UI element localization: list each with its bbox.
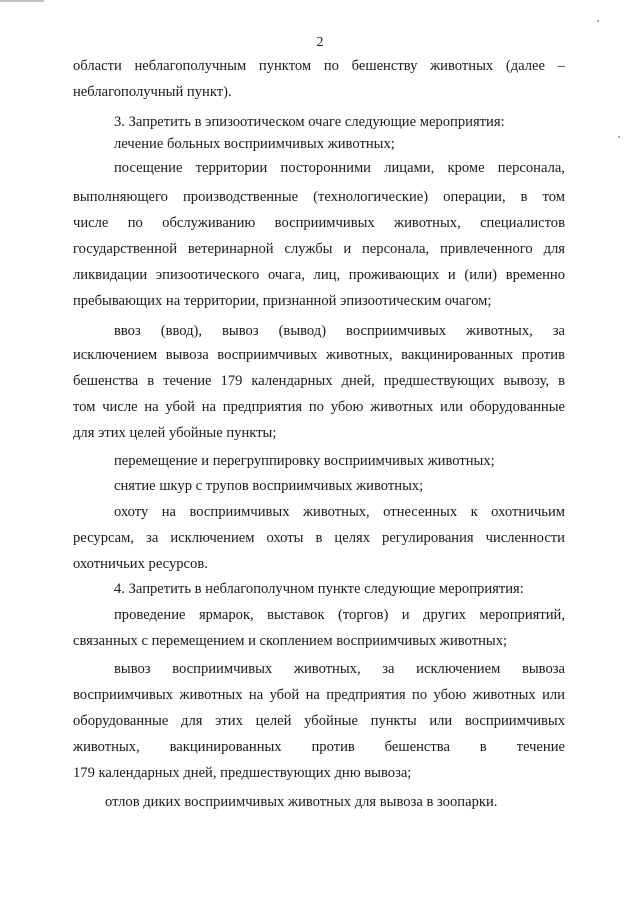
section-heading-4: 4. Запретить в неблагополучном пункте следующие мероприятия:: [114, 581, 524, 597]
text-line: отлов диких восприимчивых животных для вывоза в зоопарки.: [105, 794, 498, 810]
text-line: вывоз восприимчивых животных, за исключением вывоза: [114, 661, 565, 677]
text-line: том числе на убой на предприятия по убою животных или оборудованные: [73, 399, 565, 415]
text-line: пребывающих на территории, признанной эпизоотическим очагом;: [73, 293, 492, 309]
text-line: посещение территории посторонними лицами, кроме персонала,: [114, 160, 565, 176]
text-line: неблагополучный пункт).: [73, 84, 232, 100]
text-line: для этих целей убойные пункты;: [73, 425, 277, 441]
text-line: лечение больных восприимчивых животных;: [114, 136, 395, 152]
text-line: выполняющего производственные (технологические) операции, в том: [73, 189, 565, 205]
scan-speck: [597, 20, 599, 22]
text-line: охотничьих ресурсов.: [73, 556, 208, 572]
text-line: ввоз (ввод), вывоз (вывод) восприимчивых животных, за: [114, 323, 565, 339]
text-line: числе по обслуживанию восприимчивых животных, специалистов: [73, 215, 565, 231]
text-line: ликвидации эпизоотического очага, лиц, проживающих и (или) временно: [73, 267, 565, 283]
section-heading-3: 3. Запретить в эпизоотическом очаге следующие мероприятия:: [114, 114, 505, 130]
text-line: перемещение и перегруппировку восприимчивых животных;: [114, 453, 495, 469]
text-line: охоту на восприимчивых животных, отнесенных к охотничьим: [114, 504, 565, 520]
text-line: области неблагополучным пунктом по бешенству животных (далее –: [73, 58, 565, 74]
text-line: исключением вывоза восприимчивых животных, вакцинированных против: [73, 347, 565, 363]
text-line: бешенства в течение 179 календарных дней, предшествующих вывозу, в: [73, 373, 565, 389]
text-line: государственной ветеринарной службы и персонала, привлеченного для: [73, 241, 565, 257]
scan-edge-mark: [0, 0, 44, 2]
text-line: связанных с перемещением и скоплением восприимчивых животных;: [73, 633, 508, 649]
page-number: 2: [316, 35, 324, 50]
text-line: восприимчивых животных на убой на предприятия по убою животных или: [73, 687, 565, 703]
text-line: животных, вакцинированных против бешенства в течение: [73, 739, 565, 755]
text-line: ресурсам, за исключением охоты в целях регулирования численности: [73, 530, 565, 546]
text-line: проведение ярмарок, выставок (торгов) и других мероприятий,: [114, 607, 565, 623]
text-line: 179 календарных дней, предшествующих дню вывоза;: [73, 765, 412, 781]
text-line: снятие шкур с трупов восприимчивых животных;: [114, 478, 424, 494]
scan-speck: [618, 136, 620, 138]
text-line: оборудованные для этих целей убойные пункты или восприимчивых: [73, 713, 565, 729]
